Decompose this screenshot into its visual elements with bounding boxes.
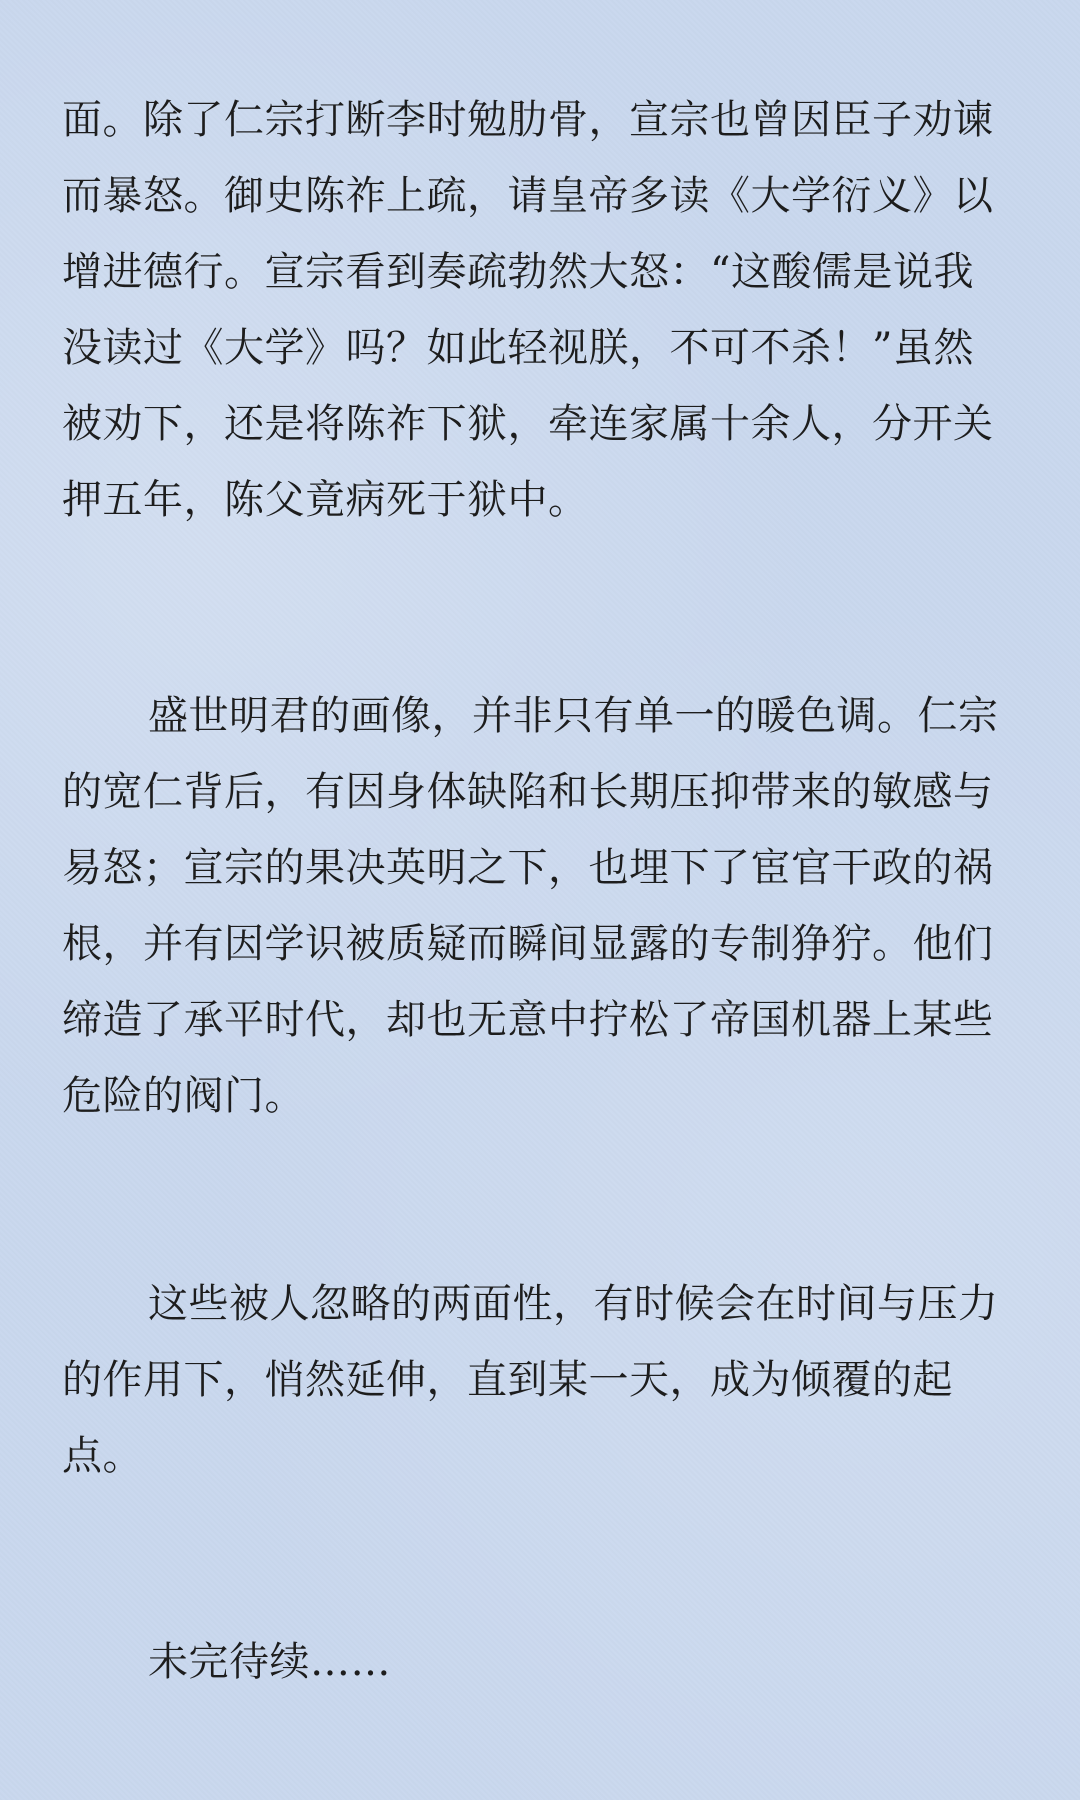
paragraph-continuation: 面。除了仁宗打断李时勉肋骨，宣宗也曾因臣子劝谏而暴怒。御史陈祚上疏，请皇帝多读《大学衍义》以增进德行。宣宗看到奏疏勃然大怒：“这酸儒是说我没读过《大学》吗？如此轻视朕，不可不杀！”虽然被劝下，还是将陈祚下狱，牵连家属十余人，分开关押五年，陈父竟病死于狱中。 xyxy=(62,97,994,523)
to-be-continued-note: 未完待续…… xyxy=(148,1639,391,1685)
paragraph-conclusion: 这些被人忽略的两面性，有时候会在时间与压力的作用下，悄然延伸，直到某一天，成为倾覆的起点。 xyxy=(62,1281,999,1479)
paragraph-reflection: 盛世明君的画像，并非只有单一的暖色调。仁宗的宽仁背后，有因身体缺陷和长期压抑带来的敏感与易怒；宣宗的果决英明之下，也埋下了宦官干政的祸根，并有因学识被质疑而瞬间显露的专制狰狞。他们缔造了承平时代，却也无意中拧松了帝国机器上某些危险的阀门。 xyxy=(62,693,999,1119)
